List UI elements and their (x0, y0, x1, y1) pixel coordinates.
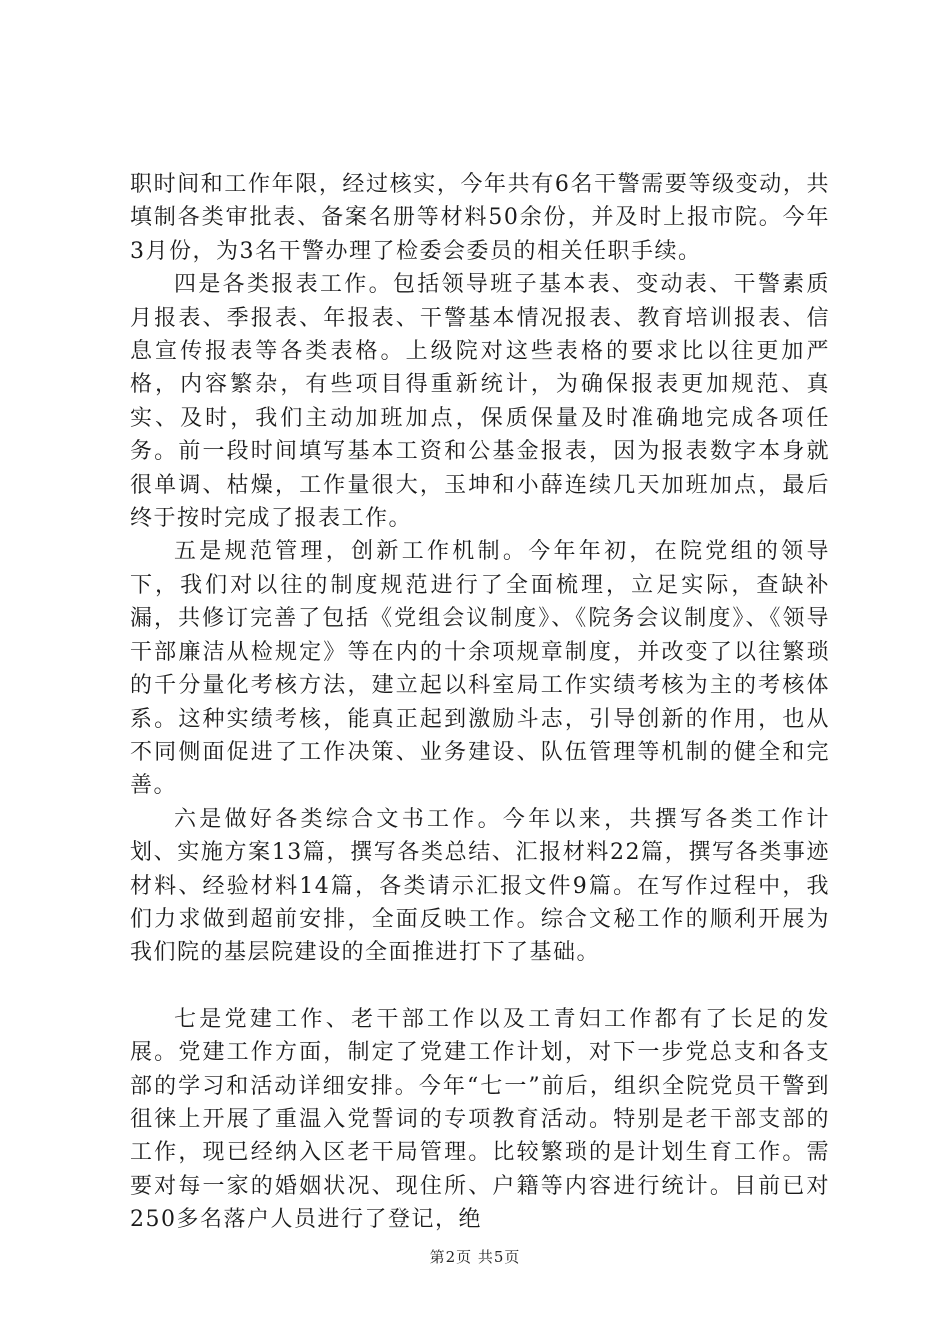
paragraph-documents: 六是做好各类综合文书工作。今年以来，共撰写各类工作计划、实施方案13篇，撰写各类总结、汇报材料22篇，撰写各类事迹材料、经验材料14篇，各类请示汇报文件9篇。在写作过程中，我们力求做到超前安排，全面反映工作。综合文秘工作的顺利开展为我们院的基层院建设的全面推进打下了基础。 (130, 806, 830, 966)
page-number-footer: 第2页 共5页 (429, 1248, 521, 1266)
paragraph-reports: 四是各类报表工作。包括领导班子基本表、变动表、干警素质月报表、季报表、年报表、干警基本情况报表、教育培训报表、信息宣传报表等各类表格。上级院对这些表格的要求比以往更加严格，内容繁杂，有些项目得重新统计，为确保报表更加规范、真实、及时，我们主动加班加点，保质保量及时准确地完成各项任务。前一段时间填写基本工资和公基金报表，因为报表数字本身就很单调、枯燥，工作量很大，玉坤和小薛连续几天加班加点，最后终于按时完成了报表工作。 (130, 272, 830, 532)
document-body (130, 168, 830, 1237)
paragraph-management: 五是规范管理，创新工作机制。今年年初，在院党组的领导下，我们对以往的制度规范进行了全面梳理，立足实际，查缺补漏，共修订完善了包括《党组会议制度》、《院务会议制度》、《领导干部廉洁从检规定》等在内的十余项规章制度，并改变了以往繁琐的千分量化考核方法，建立起以科室局工作实绩考核为主的考核体系。这种实绩考核，能真正起到激励斗志，引导创新的作用，也从不同侧面促进了工作决策、业务建设、队伍管理等机制的健全和完善。 (130, 539, 830, 799)
paragraph-continuation: 职时间和工作年限，经过核实，今年共有6名干警需要等级变动，共填制各类审批表、备案名册等材料50余份，并及时上报市院。今年3月份，为3名干警办理了检委会委员的相关任职手续。 (130, 172, 830, 264)
paragraph-party-building: 七是党建工作、老干部工作以及工青妇工作都有了长足的发展。党建工作方面，制定了党建工作计划，对下一步党总支和各支部的学习和活动详细安排。今年“七一”前后，组织全院党员干警到徂徕上开展了重温入党誓词的专项教育活动。特别是老干部支部的工作，现已经纳入区老干局管理。比较繁琐的是计划生育工作。需要对每一家的婚姻状况、现住所、户籍等内容进行统计。目前已对250多名落户人员进行了登记，绝 (130, 1006, 830, 1233)
